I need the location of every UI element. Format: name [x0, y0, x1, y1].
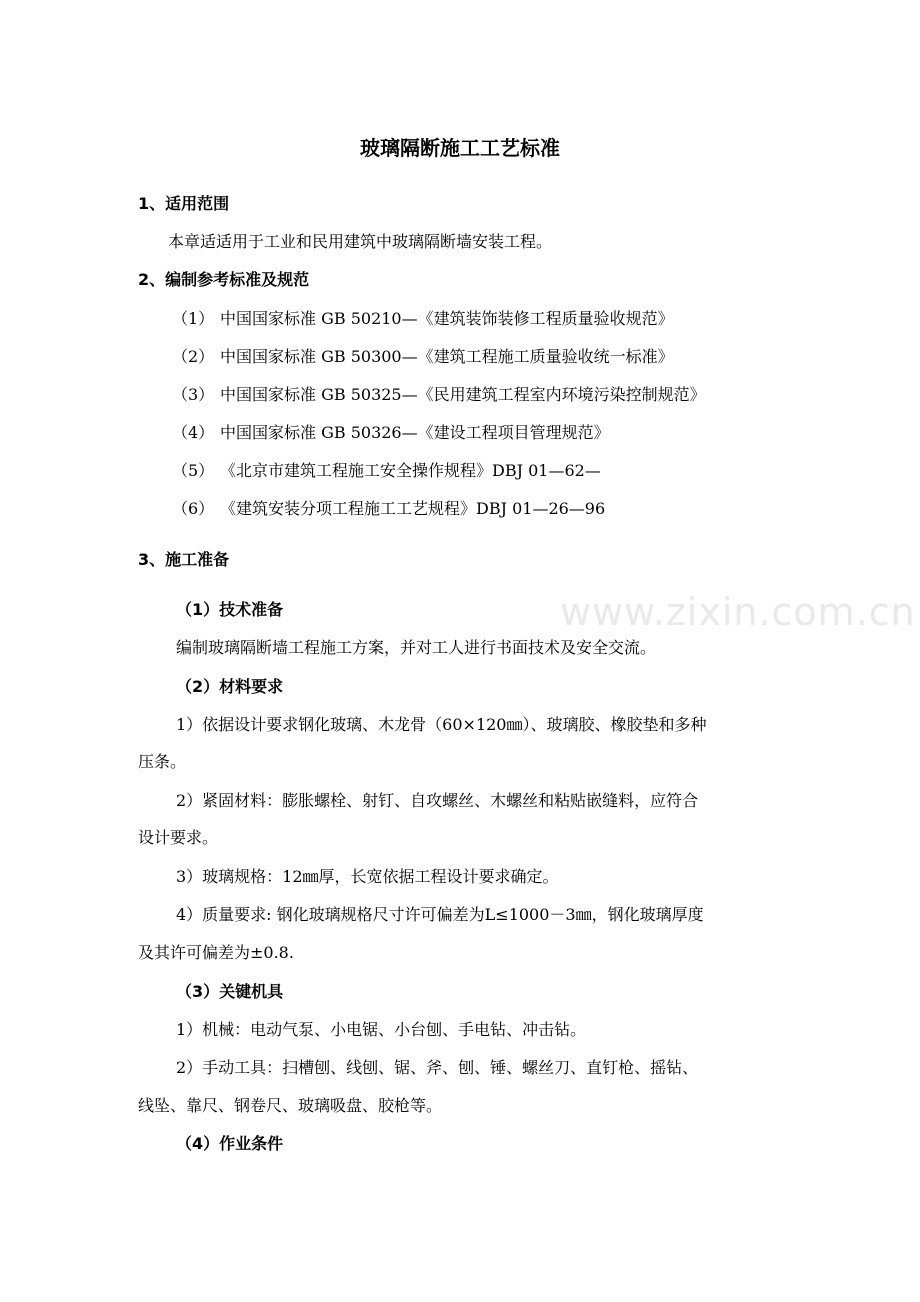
- reference-text: 《北京市建筑工程施工安全操作规程》DBJ 01—62—: [220, 461, 601, 480]
- reference-text: 中国国家标准 GB 50325—《民用建筑工程室内环境污染控制规范》: [220, 385, 706, 404]
- reference-item: [172, 461, 601, 481]
- section-1-body: 本章适适用于工业和民用建筑中玻璃隔断墙安装工程。: [168, 232, 553, 251]
- reference-item: [172, 385, 706, 405]
- reference-item: [172, 499, 605, 519]
- material-item-line: 2）紧固材料：膨胀螺栓、射钉、自攻螺丝、木螺丝和粘贴嵌缝料，应符合: [176, 791, 699, 810]
- subsection-heading: （4）作业条件: [176, 1134, 284, 1153]
- subsection-body: 编制玻璃隔断墙工程施工方案，并对工人进行书面技术及安全交流。: [176, 638, 657, 657]
- material-item-line: 压条。: [138, 752, 187, 771]
- reference-text: 中国国家标准 GB 50326—《建设工程项目管理规范》: [220, 423, 610, 442]
- material-item-line: 设计要求。: [138, 828, 219, 847]
- reference-number: （4）: [172, 423, 215, 442]
- material-item-line: 及其许可偏差为±0.8.: [138, 943, 294, 962]
- reference-item: [172, 347, 674, 367]
- reference-item: [172, 423, 610, 443]
- reference-number: （5）: [172, 461, 215, 480]
- reference-item: [172, 309, 674, 329]
- subsection-heading: （1）技术准备: [176, 600, 284, 619]
- subsection-heading: （2）材料要求: [176, 677, 284, 696]
- tool-item-line: 1）机械：电动气泵、小电锯、小台刨、手电钻、冲击钻。: [176, 1020, 587, 1039]
- reference-number: （6）: [172, 499, 215, 518]
- reference-number: （1）: [172, 309, 215, 328]
- material-item-line: 1）依据设计要求钢化玻璃、木龙骨（60×120㎜）、玻璃胶、橡胶垫和多种: [176, 715, 707, 734]
- tool-item-line: 2）手动工具：扫槽刨、线刨、锯、斧、刨、锤、螺丝刀、直钉枪、摇钻、: [176, 1058, 699, 1077]
- reference-text: 中国国家标准 GB 50300—《建筑工程施工质量验收统一标准》: [220, 347, 674, 366]
- section-3-heading: 3、施工准备: [138, 550, 230, 569]
- reference-number: （3）: [172, 385, 215, 404]
- reference-text: 《建筑安装分项工程施工工艺规程》DBJ 01—26—96: [220, 499, 606, 518]
- reference-text: 中国国家标准 GB 50210—《建筑装饰装修工程质量验收规范》: [220, 309, 674, 328]
- section-1-heading: 1、适用范围: [138, 194, 230, 213]
- reference-number: （2）: [172, 347, 215, 366]
- watermark: www.zixin.com.cn: [560, 590, 916, 634]
- document-title: 玻璃隔断施工工艺标准: [360, 136, 560, 160]
- subsection-heading: （3）关键机具: [176, 982, 284, 1001]
- material-item-line: 4）质量要求: 钢化玻璃规格尺寸许可偏差为L≤1000－3㎜，钢化玻璃厚度: [176, 905, 704, 924]
- material-item-line: 3）玻璃规格：12㎜厚，长宽依据工程设计要求确定。: [176, 867, 559, 886]
- tool-item-line: 线坠、靠尺、钢卷尺、玻璃吸盘、胶枪等。: [138, 1096, 443, 1115]
- section-2-heading: 2、编制参考标准及规范: [138, 270, 310, 289]
